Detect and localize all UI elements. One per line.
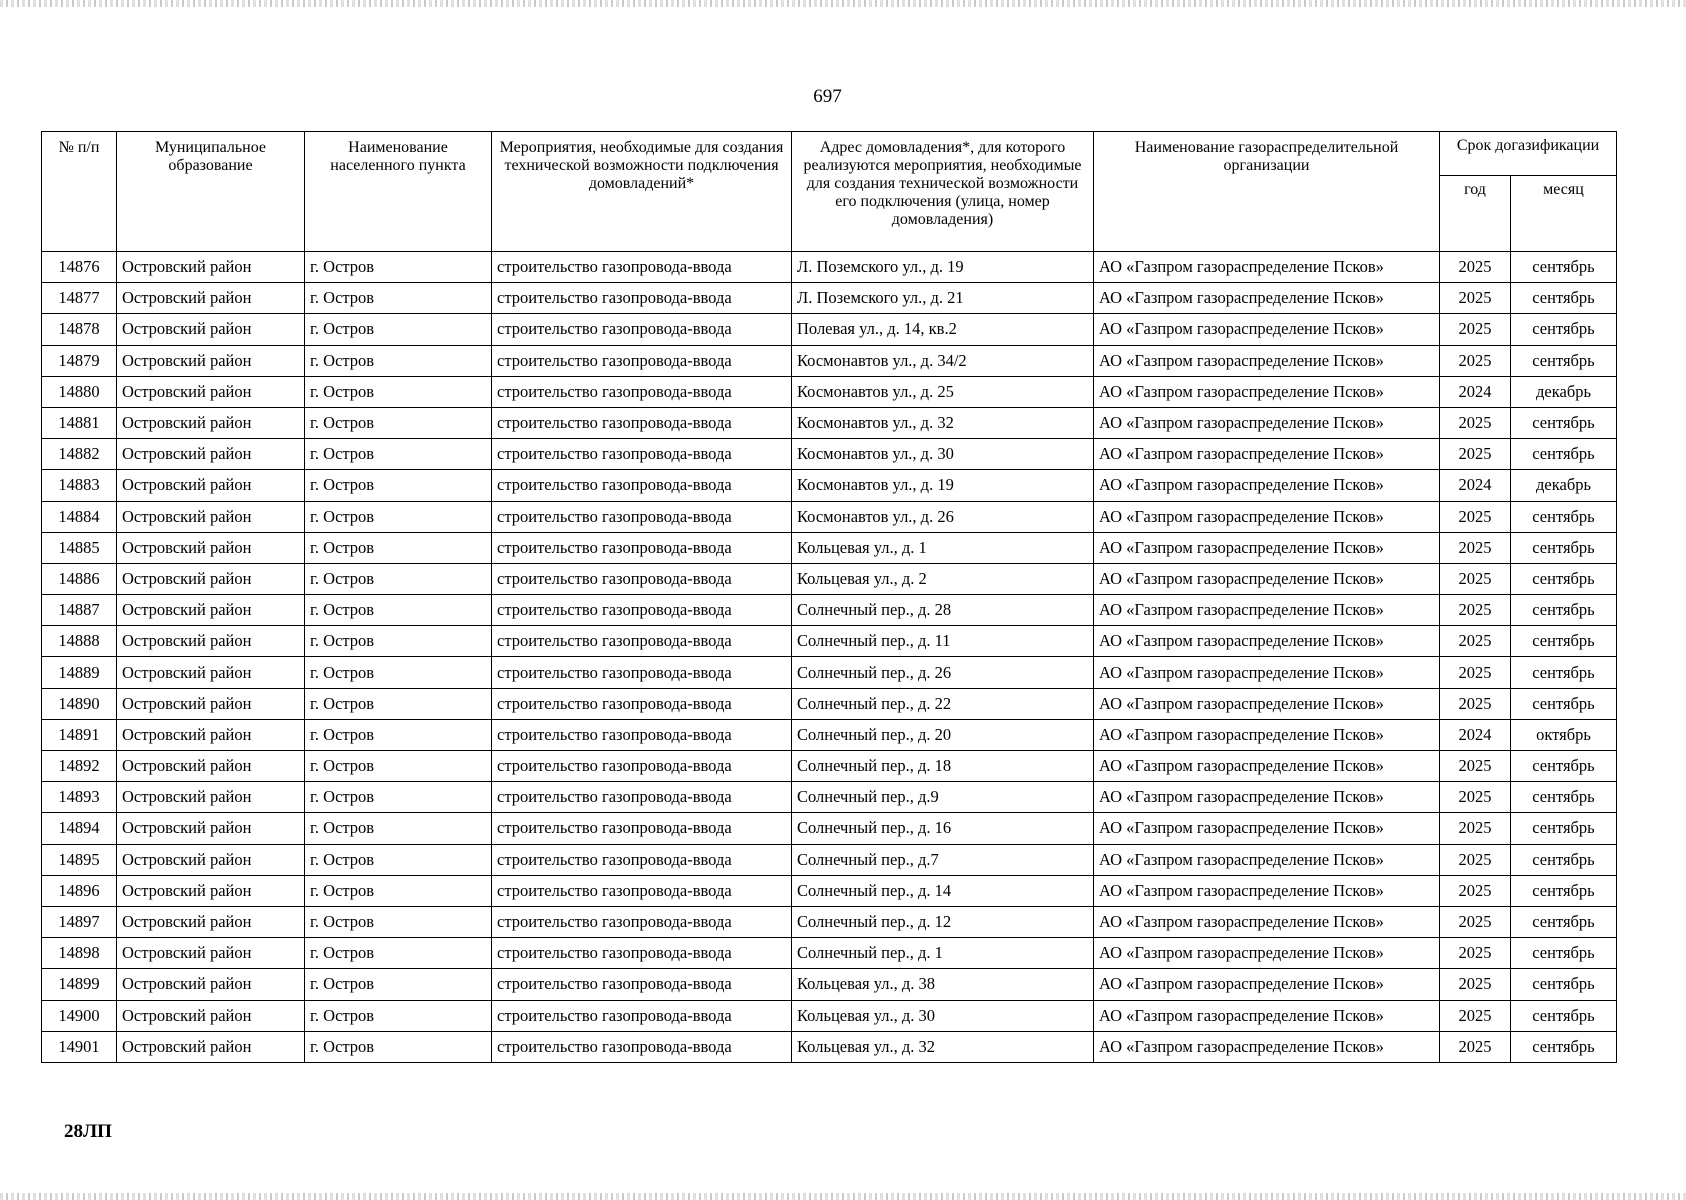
table-row bbox=[42, 719, 1617, 750]
cell-month: сентябрь bbox=[1511, 875, 1617, 906]
cell-organization: АО «Газпром газораспределение Псков» bbox=[1094, 1000, 1440, 1031]
cell-address: Солнечный пер., д. 28 bbox=[792, 595, 1094, 626]
cell-address: Л. Поземского ул., д. 19 bbox=[792, 252, 1094, 283]
cell-organization: АО «Газпром газораспределение Псков» bbox=[1094, 532, 1440, 563]
header-organization: Наименование газораспределительной организации bbox=[1094, 132, 1440, 252]
cell-month: сентябрь bbox=[1511, 314, 1617, 345]
cell-organization: АО «Газпром газораспределение Псков» bbox=[1094, 969, 1440, 1000]
cell-measures: строительство газопровода-ввода bbox=[492, 563, 792, 594]
cell-address: Космонавтов ул., д. 19 bbox=[792, 470, 1094, 501]
cell-municipality: Островский район bbox=[117, 407, 305, 438]
cell-measures: строительство газопровода-ввода bbox=[492, 1031, 792, 1062]
cell-month: сентябрь bbox=[1511, 407, 1617, 438]
cell-address: Солнечный пер., д.7 bbox=[792, 844, 1094, 875]
cell-address: Солнечный пер., д.9 bbox=[792, 782, 1094, 813]
cell-organization: АО «Газпром газораспределение Псков» bbox=[1094, 501, 1440, 532]
cell-measures: строительство газопровода-ввода bbox=[492, 626, 792, 657]
cell-measures: строительство газопровода-ввода bbox=[492, 314, 792, 345]
header-num: № п/п bbox=[42, 132, 117, 252]
cell-num: 14882 bbox=[42, 439, 117, 470]
cell-measures: строительство газопровода-ввода bbox=[492, 938, 792, 969]
cell-municipality: Островский район bbox=[117, 719, 305, 750]
table-row bbox=[42, 906, 1617, 937]
cell-settlement: г. Остров bbox=[305, 501, 492, 532]
cell-settlement: г. Остров bbox=[305, 563, 492, 594]
cell-organization: АО «Газпром газораспределение Псков» bbox=[1094, 875, 1440, 906]
table-row bbox=[42, 688, 1617, 719]
cell-year: 2024 bbox=[1440, 376, 1511, 407]
cell-organization: АО «Газпром газораспределение Псков» bbox=[1094, 376, 1440, 407]
cell-municipality: Островский район bbox=[117, 345, 305, 376]
table-row bbox=[42, 532, 1617, 563]
cell-month: сентябрь bbox=[1511, 844, 1617, 875]
cell-year: 2025 bbox=[1440, 969, 1511, 1000]
cell-month: декабрь bbox=[1511, 470, 1617, 501]
cell-settlement: г. Остров bbox=[305, 969, 492, 1000]
cell-municipality: Островский район bbox=[117, 439, 305, 470]
cell-address: Солнечный пер., д. 1 bbox=[792, 938, 1094, 969]
table-row bbox=[42, 345, 1617, 376]
header-year: год bbox=[1440, 176, 1511, 252]
cell-measures: строительство газопровода-ввода bbox=[492, 595, 792, 626]
table-row bbox=[42, 1000, 1617, 1031]
cell-address: Кольцевая ул., д. 1 bbox=[792, 532, 1094, 563]
cell-address: Космонавтов ул., д. 30 bbox=[792, 439, 1094, 470]
cell-municipality: Островский район bbox=[117, 595, 305, 626]
cell-measures: строительство газопровода-ввода bbox=[492, 844, 792, 875]
cell-month: октябрь bbox=[1511, 719, 1617, 750]
cell-num: 14879 bbox=[42, 345, 117, 376]
table-row bbox=[42, 439, 1617, 470]
cell-measures: строительство газопровода-ввода bbox=[492, 407, 792, 438]
table-row bbox=[42, 501, 1617, 532]
cell-num: 14892 bbox=[42, 751, 117, 782]
table-row bbox=[42, 595, 1617, 626]
cell-address: Солнечный пер., д. 11 bbox=[792, 626, 1094, 657]
cell-measures: строительство газопровода-ввода bbox=[492, 875, 792, 906]
header-deadline: Срок догазификации bbox=[1440, 132, 1617, 176]
cell-month: сентябрь bbox=[1511, 439, 1617, 470]
cell-settlement: г. Остров bbox=[305, 470, 492, 501]
cell-settlement: г. Остров bbox=[305, 345, 492, 376]
cell-num: 14884 bbox=[42, 501, 117, 532]
cell-num: 14901 bbox=[42, 1031, 117, 1062]
header-month: месяц bbox=[1511, 176, 1617, 252]
cell-year: 2025 bbox=[1440, 314, 1511, 345]
cell-measures: строительство газопровода-ввода bbox=[492, 688, 792, 719]
cell-address: Солнечный пер., д. 14 bbox=[792, 875, 1094, 906]
cell-month: сентябрь bbox=[1511, 938, 1617, 969]
cell-settlement: г. Остров bbox=[305, 283, 492, 314]
cell-measures: строительство газопровода-ввода bbox=[492, 501, 792, 532]
cell-year: 2025 bbox=[1440, 1031, 1511, 1062]
cell-measures: строительство газопровода-ввода bbox=[492, 906, 792, 937]
cell-num: 14887 bbox=[42, 595, 117, 626]
cell-municipality: Островский район bbox=[117, 906, 305, 937]
cell-settlement: г. Остров bbox=[305, 875, 492, 906]
cell-municipality: Островский район bbox=[117, 844, 305, 875]
cell-month: сентябрь bbox=[1511, 688, 1617, 719]
cell-month: сентябрь bbox=[1511, 751, 1617, 782]
cell-municipality: Островский район bbox=[117, 688, 305, 719]
cell-organization: АО «Газпром газораспределение Псков» bbox=[1094, 813, 1440, 844]
cell-settlement: г. Остров bbox=[305, 407, 492, 438]
cell-month: сентябрь bbox=[1511, 1000, 1617, 1031]
cell-settlement: г. Остров bbox=[305, 626, 492, 657]
table-row bbox=[42, 813, 1617, 844]
cell-year: 2025 bbox=[1440, 595, 1511, 626]
cell-year: 2025 bbox=[1440, 532, 1511, 563]
cell-month: сентябрь bbox=[1511, 657, 1617, 688]
cell-year: 2025 bbox=[1440, 345, 1511, 376]
cell-year: 2025 bbox=[1440, 501, 1511, 532]
table-row bbox=[42, 938, 1617, 969]
table-row bbox=[42, 1031, 1617, 1062]
cell-municipality: Островский район bbox=[117, 501, 305, 532]
cell-measures: строительство газопровода-ввода bbox=[492, 1000, 792, 1031]
table-row bbox=[42, 283, 1617, 314]
cell-organization: АО «Газпром газораспределение Псков» bbox=[1094, 595, 1440, 626]
cell-organization: АО «Газпром газораспределение Псков» bbox=[1094, 688, 1440, 719]
cell-address: Полевая ул., д. 14, кв.2 bbox=[792, 314, 1094, 345]
cell-num: 14877 bbox=[42, 283, 117, 314]
cell-municipality: Островский район bbox=[117, 283, 305, 314]
cell-month: сентябрь bbox=[1511, 345, 1617, 376]
cell-address: Солнечный пер., д. 18 bbox=[792, 751, 1094, 782]
table-row bbox=[42, 407, 1617, 438]
cell-month: сентябрь bbox=[1511, 813, 1617, 844]
cell-municipality: Островский район bbox=[117, 1000, 305, 1031]
cell-settlement: г. Остров bbox=[305, 657, 492, 688]
cell-num: 14897 bbox=[42, 906, 117, 937]
cell-year: 2025 bbox=[1440, 1000, 1511, 1031]
cell-measures: строительство газопровода-ввода bbox=[492, 813, 792, 844]
cell-num: 14889 bbox=[42, 657, 117, 688]
cell-organization: АО «Газпром газораспределение Псков» bbox=[1094, 751, 1440, 782]
cell-num: 14881 bbox=[42, 407, 117, 438]
cell-num: 14880 bbox=[42, 376, 117, 407]
cell-organization: АО «Газпром газораспределение Псков» bbox=[1094, 407, 1440, 438]
cell-num: 14890 bbox=[42, 688, 117, 719]
cell-address: Л. Поземского ул., д. 21 bbox=[792, 283, 1094, 314]
table-row bbox=[42, 875, 1617, 906]
cell-organization: АО «Газпром газораспределение Псков» bbox=[1094, 283, 1440, 314]
cell-settlement: г. Остров bbox=[305, 1000, 492, 1031]
cell-year: 2025 bbox=[1440, 813, 1511, 844]
cell-year: 2025 bbox=[1440, 938, 1511, 969]
cell-address: Кольцевая ул., д. 2 bbox=[792, 563, 1094, 594]
cell-year: 2025 bbox=[1440, 657, 1511, 688]
cell-address: Кольцевая ул., д. 30 bbox=[792, 1000, 1094, 1031]
cell-organization: АО «Газпром газораспределение Псков» bbox=[1094, 626, 1440, 657]
cell-address: Кольцевая ул., д. 32 bbox=[792, 1031, 1094, 1062]
cell-measures: строительство газопровода-ввода bbox=[492, 439, 792, 470]
cell-settlement: г. Остров bbox=[305, 252, 492, 283]
cell-settlement: г. Остров bbox=[305, 844, 492, 875]
cell-settlement: г. Остров bbox=[305, 813, 492, 844]
cell-measures: строительство газопровода-ввода bbox=[492, 657, 792, 688]
cell-municipality: Островский район bbox=[117, 314, 305, 345]
table-row bbox=[42, 782, 1617, 813]
cell-month: сентябрь bbox=[1511, 532, 1617, 563]
table-row bbox=[42, 376, 1617, 407]
cell-num: 14900 bbox=[42, 1000, 117, 1031]
cell-municipality: Островский район bbox=[117, 875, 305, 906]
scan-edge-top bbox=[0, 0, 1686, 7]
cell-num: 14895 bbox=[42, 844, 117, 875]
cell-month: сентябрь bbox=[1511, 283, 1617, 314]
table-row bbox=[42, 626, 1617, 657]
cell-settlement: г. Остров bbox=[305, 439, 492, 470]
cell-measures: строительство газопровода-ввода bbox=[492, 719, 792, 750]
cell-year: 2024 bbox=[1440, 470, 1511, 501]
table-row bbox=[42, 969, 1617, 1000]
cell-settlement: г. Остров bbox=[305, 1031, 492, 1062]
cell-municipality: Островский район bbox=[117, 938, 305, 969]
cell-settlement: г. Остров bbox=[305, 751, 492, 782]
cell-settlement: г. Остров bbox=[305, 376, 492, 407]
cell-organization: АО «Газпром газораспределение Псков» bbox=[1094, 938, 1440, 969]
page-number: 697 bbox=[813, 86, 842, 107]
cell-measures: строительство газопровода-ввода bbox=[492, 532, 792, 563]
cell-month: сентябрь bbox=[1511, 782, 1617, 813]
table-row bbox=[42, 563, 1617, 594]
cell-organization: АО «Газпром газораспределение Псков» bbox=[1094, 314, 1440, 345]
cell-measures: строительство газопровода-ввода bbox=[492, 782, 792, 813]
cell-municipality: Островский район bbox=[117, 376, 305, 407]
cell-year: 2024 bbox=[1440, 719, 1511, 750]
cell-organization: АО «Газпром газораспределение Псков» bbox=[1094, 345, 1440, 376]
cell-month: сентябрь bbox=[1511, 969, 1617, 1000]
cell-organization: АО «Газпром газораспределение Псков» bbox=[1094, 563, 1440, 594]
cell-year: 2025 bbox=[1440, 906, 1511, 937]
cell-settlement: г. Остров bbox=[305, 782, 492, 813]
table-row bbox=[42, 844, 1617, 875]
cell-num: 14885 bbox=[42, 532, 117, 563]
cell-organization: АО «Газпром газораспределение Псков» bbox=[1094, 1031, 1440, 1062]
cell-year: 2025 bbox=[1440, 563, 1511, 594]
header-address: Адрес домовладения*, для которого реализуются мероприятия, необходимые для создания технической возможности его подключения (улица, номер домовладения) bbox=[792, 132, 1094, 252]
cell-year: 2025 bbox=[1440, 688, 1511, 719]
header-municipality: Муниципальное образование bbox=[117, 132, 305, 252]
cell-address: Кольцевая ул., д. 38 bbox=[792, 969, 1094, 1000]
cell-settlement: г. Остров bbox=[305, 938, 492, 969]
cell-address: Космонавтов ул., д. 26 bbox=[792, 501, 1094, 532]
cell-month: сентябрь bbox=[1511, 501, 1617, 532]
cell-measures: строительство газопровода-ввода bbox=[492, 283, 792, 314]
cell-num: 14894 bbox=[42, 813, 117, 844]
cell-municipality: Островский район bbox=[117, 626, 305, 657]
header-settlement: Наименование населенного пункта bbox=[305, 132, 492, 252]
cell-settlement: г. Остров bbox=[305, 906, 492, 937]
cell-month: сентябрь bbox=[1511, 626, 1617, 657]
cell-settlement: г. Остров bbox=[305, 719, 492, 750]
cell-municipality: Островский район bbox=[117, 969, 305, 1000]
cell-municipality: Островский район bbox=[117, 470, 305, 501]
cell-organization: АО «Газпром газораспределение Псков» bbox=[1094, 906, 1440, 937]
cell-municipality: Островский район bbox=[117, 751, 305, 782]
cell-measures: строительство газопровода-ввода bbox=[492, 345, 792, 376]
cell-year: 2025 bbox=[1440, 407, 1511, 438]
cell-municipality: Островский район bbox=[117, 563, 305, 594]
table-row bbox=[42, 314, 1617, 345]
cell-year: 2025 bbox=[1440, 252, 1511, 283]
cell-municipality: Островский район bbox=[117, 813, 305, 844]
cell-settlement: г. Остров bbox=[305, 532, 492, 563]
cell-year: 2025 bbox=[1440, 283, 1511, 314]
cell-measures: строительство газопровода-ввода bbox=[492, 969, 792, 1000]
cell-month: сентябрь bbox=[1511, 563, 1617, 594]
cell-num: 14899 bbox=[42, 969, 117, 1000]
cell-settlement: г. Остров bbox=[305, 595, 492, 626]
cell-address: Солнечный пер., д. 26 bbox=[792, 657, 1094, 688]
cell-year: 2025 bbox=[1440, 751, 1511, 782]
table-row bbox=[42, 252, 1617, 283]
cell-settlement: г. Остров bbox=[305, 688, 492, 719]
cell-municipality: Островский район bbox=[117, 657, 305, 688]
cell-year: 2025 bbox=[1440, 875, 1511, 906]
cell-num: 14891 bbox=[42, 719, 117, 750]
cell-num: 14888 bbox=[42, 626, 117, 657]
table-body bbox=[42, 252, 1617, 1063]
cell-num: 14883 bbox=[42, 470, 117, 501]
cell-num: 14886 bbox=[42, 563, 117, 594]
cell-address: Солнечный пер., д. 12 bbox=[792, 906, 1094, 937]
cell-municipality: Островский район bbox=[117, 1031, 305, 1062]
cell-month: сентябрь bbox=[1511, 1031, 1617, 1062]
cell-address: Солнечный пер., д. 20 bbox=[792, 719, 1094, 750]
cell-settlement: г. Остров bbox=[305, 314, 492, 345]
scan-edge-bottom bbox=[0, 1193, 1686, 1200]
cell-organization: АО «Газпром газораспределение Псков» bbox=[1094, 844, 1440, 875]
cell-address: Космонавтов ул., д. 32 bbox=[792, 407, 1094, 438]
cell-num: 14876 bbox=[42, 252, 117, 283]
cell-year: 2025 bbox=[1440, 626, 1511, 657]
cell-month: сентябрь bbox=[1511, 252, 1617, 283]
cell-organization: АО «Газпром газораспределение Псков» bbox=[1094, 470, 1440, 501]
cell-organization: АО «Газпром газораспределение Псков» bbox=[1094, 439, 1440, 470]
cell-municipality: Островский район bbox=[117, 532, 305, 563]
cell-num: 14878 bbox=[42, 314, 117, 345]
cell-month: сентябрь bbox=[1511, 906, 1617, 937]
cell-year: 2025 bbox=[1440, 844, 1511, 875]
cell-address: Космонавтов ул., д. 25 bbox=[792, 376, 1094, 407]
cell-address: Солнечный пер., д. 16 bbox=[792, 813, 1094, 844]
cell-organization: АО «Газпром газораспределение Псков» bbox=[1094, 252, 1440, 283]
cell-organization: АО «Газпром газораспределение Псков» bbox=[1094, 719, 1440, 750]
cell-organization: АО «Газпром газораспределение Псков» bbox=[1094, 657, 1440, 688]
cell-year: 2025 bbox=[1440, 439, 1511, 470]
gasification-table bbox=[41, 131, 1617, 1063]
header-measures: Мероприятия, необходимые для создания технической возможности подключения домовладений* bbox=[492, 132, 792, 252]
footer-code: 28ЛП bbox=[64, 1121, 112, 1142]
table-row bbox=[42, 657, 1617, 688]
cell-measures: строительство газопровода-ввода bbox=[492, 376, 792, 407]
cell-num: 14898 bbox=[42, 938, 117, 969]
cell-num: 14893 bbox=[42, 782, 117, 813]
table-row bbox=[42, 470, 1617, 501]
cell-measures: строительство газопровода-ввода bbox=[492, 252, 792, 283]
cell-measures: строительство газопровода-ввода bbox=[492, 751, 792, 782]
cell-num: 14896 bbox=[42, 875, 117, 906]
cell-municipality: Островский район bbox=[117, 252, 305, 283]
cell-month: сентябрь bbox=[1511, 595, 1617, 626]
cell-year: 2025 bbox=[1440, 782, 1511, 813]
cell-municipality: Островский район bbox=[117, 782, 305, 813]
table-row bbox=[42, 751, 1617, 782]
cell-measures: строительство газопровода-ввода bbox=[492, 470, 792, 501]
cell-address: Солнечный пер., д. 22 bbox=[792, 688, 1094, 719]
cell-address: Космонавтов ул., д. 34/2 bbox=[792, 345, 1094, 376]
cell-month: декабрь bbox=[1511, 376, 1617, 407]
cell-organization: АО «Газпром газораспределение Псков» bbox=[1094, 782, 1440, 813]
